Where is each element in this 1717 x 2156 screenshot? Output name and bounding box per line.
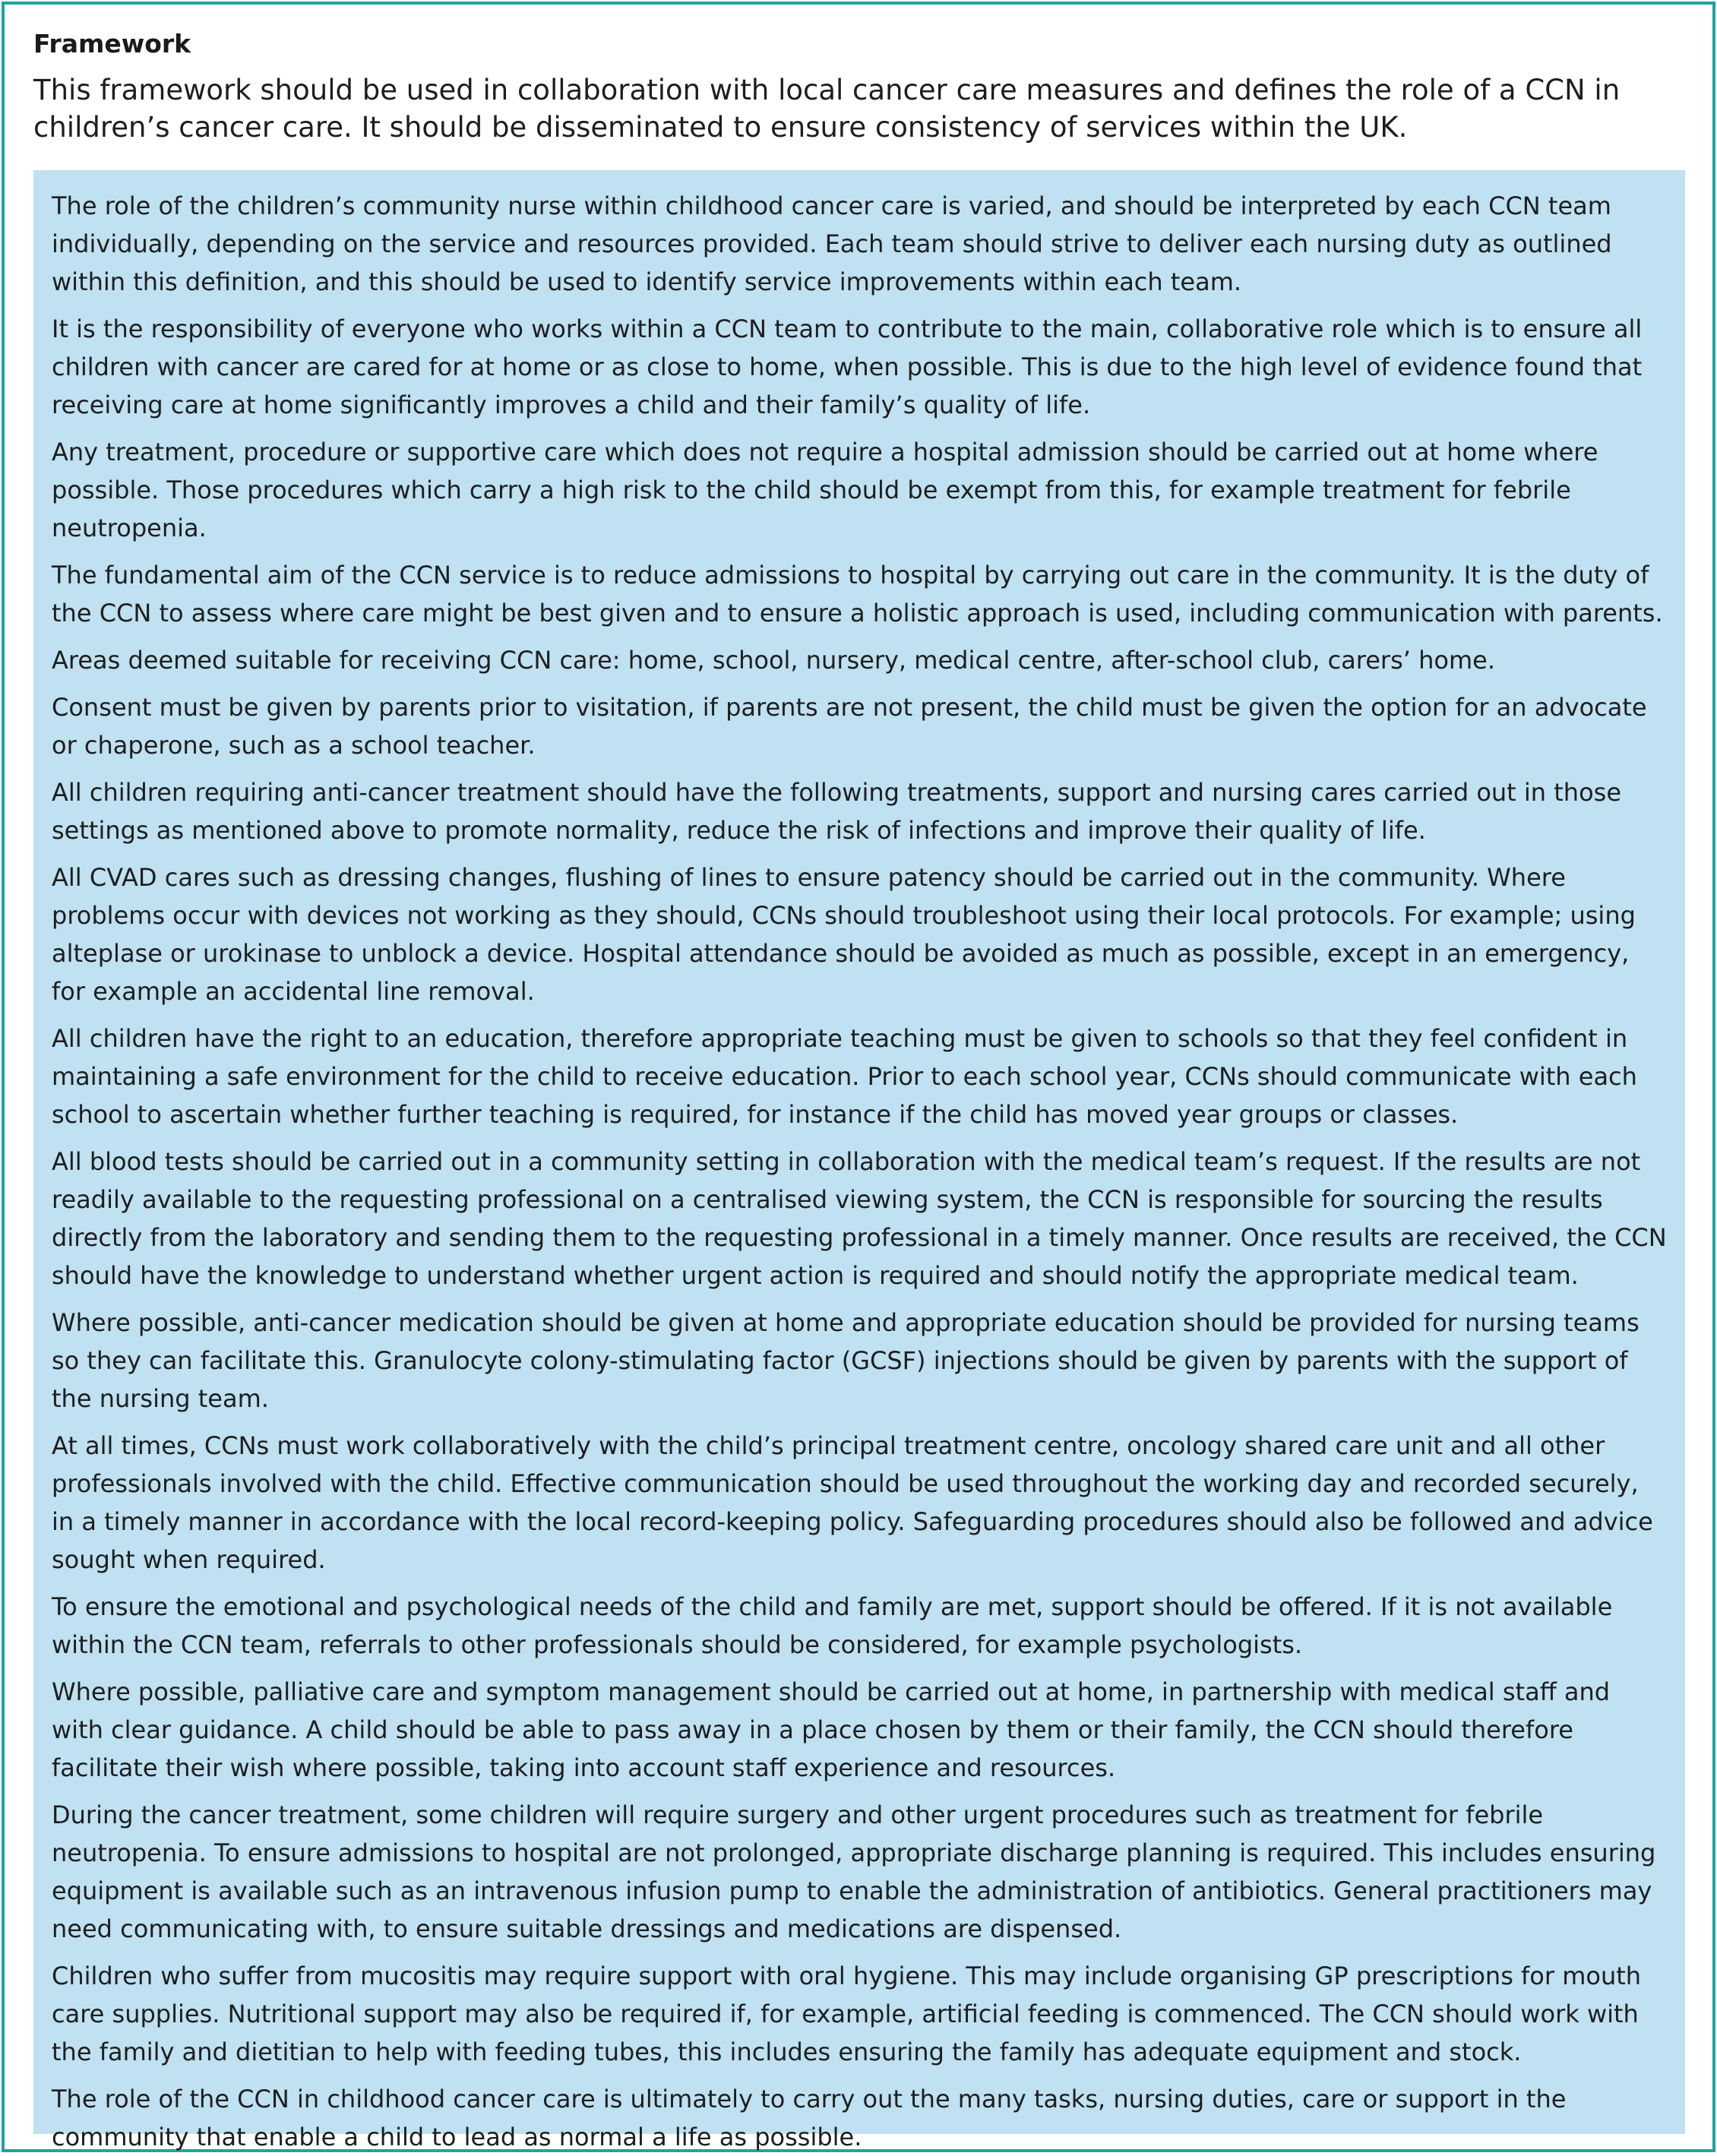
definition-paragraph: The role of the children’s community nurse within childhood cancer care is varied, and should be interpreted by each CCN team individually, depending on the service and resources provided. Each team should strive to deliver each nursing duty as outlined within this definition, and this should be used to identify service improvements within each team. — [52, 191, 1612, 296]
framework-panel — [2, 2, 1715, 2152]
definition-paragraph: All children requiring anti-cancer treatment should have the following treatments, support and nursing cares carried out in those settings as mentioned above to promote normality, reduce the risk of infections and improve their quality of life. — [52, 778, 1621, 845]
definition-paragraph: Consent must be given by parents prior to visitation, if parents are not present, the child must be given the option for an advocate or chaperone, such as a school teacher. — [52, 693, 1647, 760]
intro-text: This framework should be used in collaboration with local cancer care measures and defines the role of a CCN in children’s cancer care. It should be disseminated to ensure consistency of services within the UK. — [33, 74, 1621, 144]
definition-paragraph: The fundamental aim of the CCN service is to reduce admissions to hospital by carrying out care in the community. It is the duty of the CCN to assess where care might be best given and to ensure a holistic approach is used, including communication with parents. — [52, 561, 1663, 628]
definition-paragraph: All CVAD cares such as dressing changes, flushing of lines to ensure patency should be carried out in the community. Where problems occur with devices not working as they should, CCNs should troubleshoot using their local protocols. For example; using alteplase or urokinase to unblock a device. Hospital attendance should be avoided as much as possible, except in an emergency, for example an accidental line removal. — [52, 863, 1636, 1006]
framework-definition-box — [33, 170, 1685, 2151]
definition-paragraph: To ensure the emotional and psychological needs of the child and family are met, support should be offered. If it is not available within the CCN team, referrals to other professionals should be considered, for example psychologists. — [52, 1592, 1613, 1659]
definition-paragraph: During the cancer treatment, some children will require surgery and other urgent procedures such as treatment for febrile neutropenia. To ensure admissions to hospital are not prolonged, appropriate discharge planning is required. This includes ensuring equipment is available such as an intravenous infusion pump to enable the administration of antibiotics. General practitioners may need communicating with, to ensure suitable dressings and medications are dispensed. — [52, 1800, 1656, 1943]
definition-paragraph: The role of the CCN in childhood cancer care is ultimately to carry out the many tasks, nursing duties, care or support in the community that enable a child to lead as normal a life as possible. — [52, 2085, 1567, 2151]
definition-paragraph: Where possible, palliative care and symptom management should be carried out at home, in partnership with medical staff and with clear guidance. A child should be able to pass away in a place chosen by them or their family, the CCN should therefore facilitate their wish where possible, taking into account staff experience and resources. — [52, 1677, 1611, 1782]
definition-paragraph: All blood tests should be carried out in a community setting in collaboration with the medical team’s request. If the results are not readily available to the requesting professional on a centralised viewing system, the CCN is responsible for sourcing the results directly from the laboratory and sending them to the requesting professional in a timely manner. Once results are received, the CCN should have the knowledge to understand whether urgent action is required and should notify the appropriate medical team. — [52, 1147, 1667, 1290]
definition-paragraph: It is the responsibility of everyone who works within a CCN team to contribute to the main, collaborative role which is to ensure all children with cancer are cared for at home or as close to home, when possible. This is due to the high level of evidence found that receiving care at home significantly improves a child and their family’s quality of life. — [52, 315, 1643, 419]
definition-paragraph: Children who suffer from mucositis may require support with oral hygiene. This may include organising GP prescriptions for mouth care supplies. Nutritional support may also be required if, for example, artificial feeding is commenced. The CCN should work with the family and dietitian to help with feeding tubes, this includes ensuring the family has adequate equipment and stock. — [52, 1962, 1642, 2066]
definition-paragraph: All children have the right to an education, therefore appropriate teaching must be given to schools so that they feel confident in maintaining a safe environment for the child to receive education. Prior to each school year, CCNs should communicate with each school to ascertain whether further teaching is required, for instance if the child has moved year groups or classes. — [52, 1024, 1637, 1129]
panel-heading: Framework — [33, 29, 191, 58]
definition-paragraph: At all times, CCNs must work collaboratively with the child’s principal treatment centre, oncology shared care unit and all other professionals involved with the child. Effective communication should be used throughout the working day and recorded securely, in a timely manner in accordance with the local record-keeping policy. Safeguarding procedures should also be followed and advice sought when required. — [52, 1431, 1653, 1574]
definition-paragraph: Areas deemed suitable for receiving CCN care: home, school, nursery, medical centre, after-school club, carers’ home. — [52, 646, 1495, 675]
definition-paragraph: Where possible, anti-cancer medication should be given at home and appropriate education should be provided for nursing teams so they can facilitate this. Granulocyte colony-stimulating factor (GCSF) injections should be given by parents with the support of the nursing team. — [52, 1308, 1640, 1413]
definition-paragraph: Any treatment, procedure or supportive care which does not require a hospital admission should be carried out at home where possible. Those procedures which carry a high risk to the child should be exempt from this, for example treatment for febrile neutropenia. — [52, 438, 1598, 542]
